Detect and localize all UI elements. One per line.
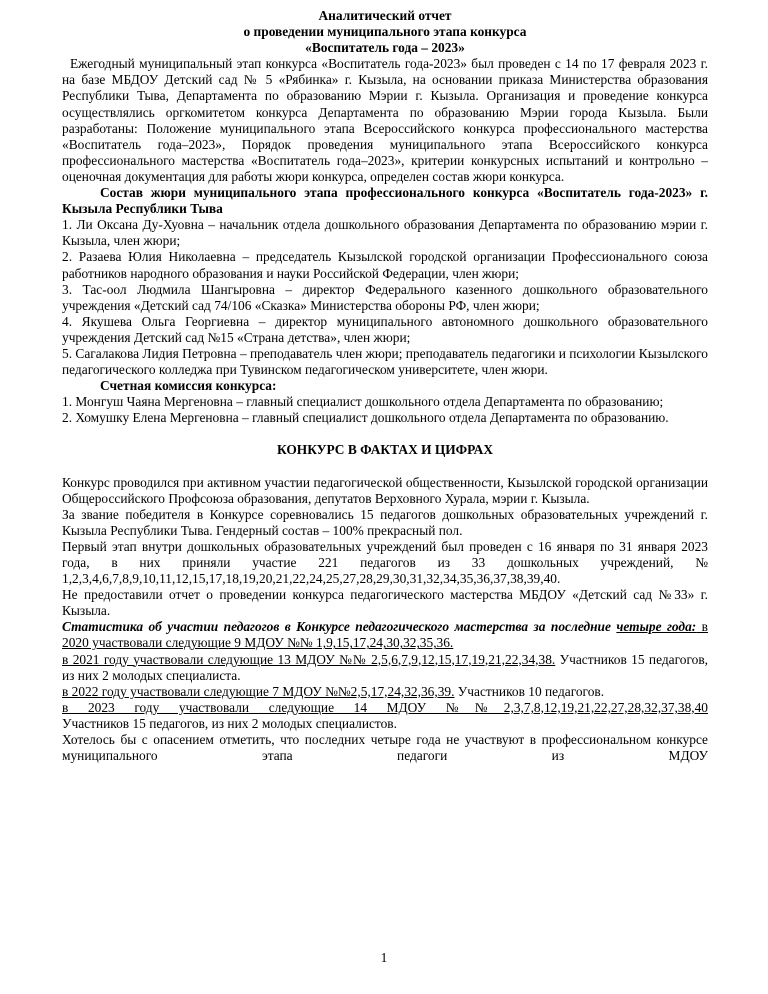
page-number: 1: [380, 950, 388, 965]
title-line-1: Аналитический отчет: [318, 8, 452, 23]
jury-member-5: 5. Сагалакова Лидия Петровна – преподаватель член жюри; преподаватель педагогики и психологии Кызылского педагогического колледжа при Тувинском педагогическом университете, член жюри.: [62, 345, 708, 378]
stats-paragraph: [62, 619, 708, 651]
stats-2022-list: в 2022 году участвовали следующие 7 МДОУ №№2,5,17,24,32,36,39.: [62, 683, 455, 699]
jury-member-3: 3. Тас-оол Людмила Шангыровна – директор Федерального казенного дошкольного образовательного учреждения «Детский сад 74/106 «Сказка» Министерства обороны РФ, член жюри;: [62, 281, 708, 313]
title-line-2: о проведении муниципального этапа конкурса: [243, 24, 527, 40]
stats-2021: [62, 652, 708, 684]
facts-heading: КОНКУРС В ФАКТАХ И ЦИФРАХ: [276, 442, 493, 458]
jury-member-4: 4. Якушева Ольга Георгиевна – директор муниципального автономного дошкольного образовательного учреждения Детский сад №15 «Страна детства», член жюри;: [62, 313, 708, 345]
intro-paragraph: Ежегодный муниципальный этап конкурса «Воспитатель года-2023» был проведен с 14 по 17 февраля 2023 г. на базе МБДОУ Детский сад № 5 «Рябинка» г. Кызыла, на основании приказа Министерства образования Республики Тыва, Департамента по образованию Мэрии г. Кызыла. Организация и проведение конкурса осуществлялись оргкомитетом конкурса Департамента по образованию Мэрии города Кызыла. Были разработаны: Положение муниципального этапа Всероссийского конкурса профессионального мастерства «Воспитатель года–2023», Порядок проведения муниципального этапа Всероссийского конкурса профессионального мастерства «Воспитатель года–2023», критерии конкурсных испытаний и контрольно – оценочная документация для работы жюри конкурса, определен состав жюри конкурса.: [62, 56, 708, 184]
closing-paragraph: Хотелось бы с опасением отметить, что последних четыре года не участвуют в профессиональном конкурсе муниципального этапа педагоги из МДОУ: [62, 732, 708, 764]
stats-2020: в 2020 участвовали следующие 9 МДОУ №№ 1,9,15,17,24,30,32,35,36.: [62, 619, 708, 651]
jury-member-1: 1. Ли Оксана Ду-Хуовна – начальник отдела дошкольного образования Департамента по образованию мэрии г. Кызыла, член жюри;: [62, 217, 708, 249]
stats-2022: [62, 684, 708, 700]
stats-heading: Статистика об участии педагогов в Конкурсе педагогического мастерства за последние: [62, 619, 617, 635]
commission-member-1: 1. Монгуш Чаяна Мергеновна – главный специалист дошкольного отдела Департамента по образованию;: [62, 394, 664, 410]
document-page: [62, 8, 708, 764]
stats-2021-participants: Участников 15 педагогов, из них 2 молодых специалиста.: [62, 651, 708, 683]
stats-2023-list: в 2023 году участвовали следующие 14 МДОУ №№2,3,7,8,12,19,21,22,27,28,32,37,38,40: [62, 699, 708, 715]
jury-heading: Состав жюри муниципального этапа профессионального конкурса «Воспитатель года-2023» г. Кызыла Республики Тыва: [62, 185, 708, 217]
stats-2023-participants: Участников 15 педагогов, из них 2 молодых специалистов.: [62, 715, 397, 731]
facts-paragraph-3: Первый этап внутри дошкольных образовательных учреждений был проведен с 16 января по 31 января 2023 года, в них приняли участие 221 педагогов из 33 дошкольных учреждений, № 1,2,3,4,6,7,8,9,10,11,12,15,17,18,19,20,21,22,24,25,27,28,29,30,31,32,34,35,36,37,38,39,40.: [62, 538, 708, 587]
commission-member-2: 2. Хомушку Елена Мергеновна – главный специалист дошкольного отдела Департамента по образованию.: [62, 410, 669, 426]
commission-heading: Счетная комиссия конкурса:: [100, 378, 277, 394]
facts-paragraph-4: Не предоставили отчет о проведении конкурса педагогического мастерства МБДОУ «Детский сад №33» г. Кызыла.: [62, 587, 708, 619]
stats-2021-list: в 2021 году участвовали следующие 13 МДОУ №№ 2,5,6,7,9,12,15,17,19,21,22,34,38.: [62, 651, 556, 667]
facts-paragraph-1: Конкурс проводился при активном участии педагогической общественности, Кызылской городской организации Общероссийского Профсоюза образования, депутатов Верховного Хурала, мэрии г. Кызыла.: [62, 474, 708, 506]
stats-heading-years: четыре года:: [616, 619, 697, 635]
stats-2022-participants: Участников 10 педагогов.: [454, 683, 605, 699]
jury-member-2: 2. Разаева Юлия Николаевна – председатель Кызылской городской организации Профессионального союза работников народного образования и науки Российской Федерации, член жюри;: [62, 249, 708, 281]
title-line-3: «Воспитатель года – 2023»: [305, 40, 465, 56]
facts-paragraph-2: За звание победителя в Конкурсе соревновались 15 педагогов дошкольных образовательных учреждений г. Кызыла Республики Тыва. Гендерный состав – 100% прекрасный пол.: [62, 506, 708, 538]
